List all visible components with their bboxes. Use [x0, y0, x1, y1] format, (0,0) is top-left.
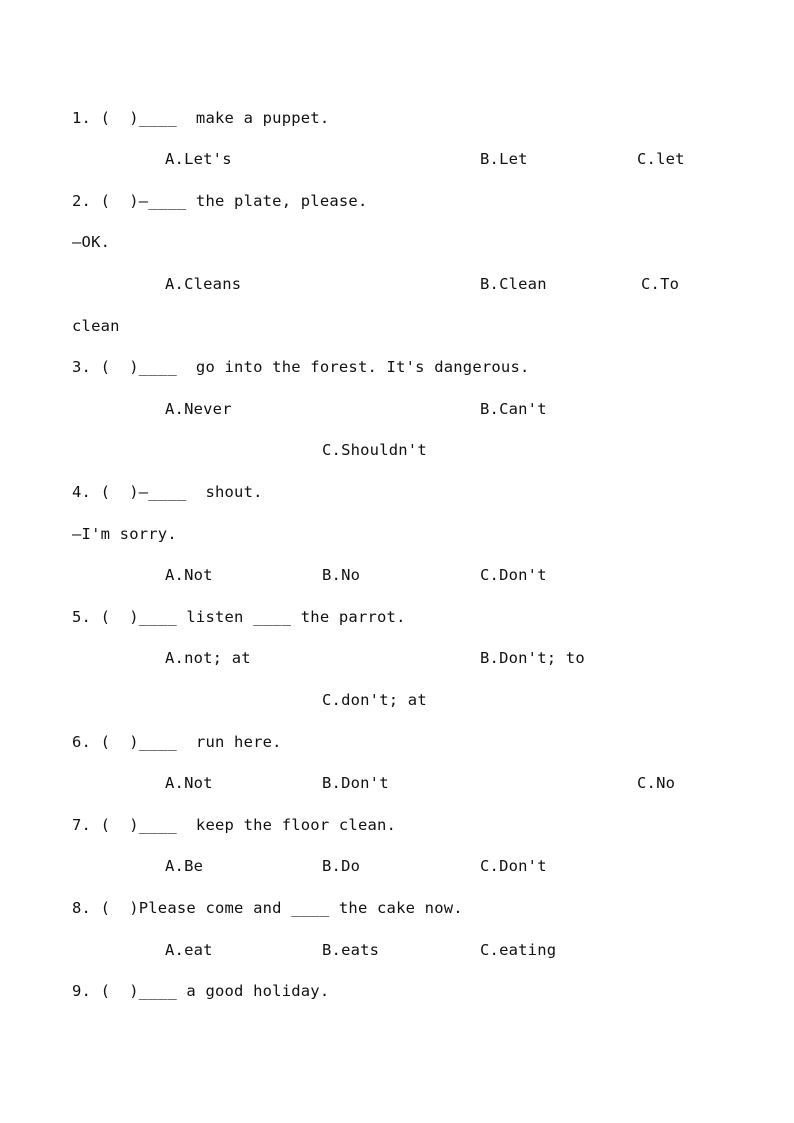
question-9-stem: 9. ( )____ a good holiday.	[72, 982, 330, 1000]
question-2-option-b: B.Clean	[480, 275, 547, 293]
question-7-option-b: B.Do	[322, 857, 361, 875]
question-4-reply: —I'm sorry.	[72, 525, 177, 543]
question-5-stem: 5. ( )____ listen ____ the parrot.	[72, 608, 406, 626]
question-8-stem: 8. ( )Please come and ____ the cake now.	[72, 899, 463, 917]
question-3-stem: 3. ( )____ go into the forest. It's dangerous.	[72, 358, 530, 376]
question-6-option-a: A.Not	[165, 774, 213, 792]
question-3-option-b: B.Can't	[480, 400, 547, 418]
question-5-option-c: C.don't; at	[322, 691, 427, 709]
question-4-option-a: A.Not	[165, 566, 213, 584]
question-3-option-a: A.Never	[165, 400, 232, 418]
question-8-option-c: C.eating	[480, 941, 557, 959]
question-5-option-a: A.not; at	[165, 649, 251, 667]
question-5-option-b: B.Don't; to	[480, 649, 585, 667]
question-1-stem: 1. ( )____ make a puppet.	[72, 109, 330, 127]
question-2-option-c: C.To	[641, 275, 680, 293]
question-8-option-b: B.eats	[322, 941, 380, 959]
question-1-option-c: C.let	[637, 150, 685, 168]
question-4-option-b: B.No	[322, 566, 361, 584]
question-3-option-c: C.Shouldn't	[322, 441, 427, 459]
question-7-stem: 7. ( )____ keep the floor clean.	[72, 816, 397, 834]
question-1-option-b: B.Let	[480, 150, 528, 168]
question-6-option-b: B.Don't	[322, 774, 389, 792]
question-4-stem: 4. ( )—____ shout.	[72, 483, 263, 501]
question-7-option-a: A.Be	[165, 857, 204, 875]
question-2-reply: —OK.	[72, 233, 111, 251]
question-7-option-c: C.Don't	[480, 857, 547, 875]
question-1-option-a: A.Let's	[165, 150, 232, 168]
question-2-stem: 2. ( )—____ the plate, please.	[72, 192, 368, 210]
question-6-stem: 6. ( )____ run here.	[72, 733, 282, 751]
question-2-option-c-wrap: clean	[72, 317, 120, 335]
question-8-option-a: A.eat	[165, 941, 213, 959]
question-6-option-c: C.No	[637, 774, 676, 792]
question-4-option-c: C.Don't	[480, 566, 547, 584]
question-2-option-a: A.Cleans	[165, 275, 242, 293]
